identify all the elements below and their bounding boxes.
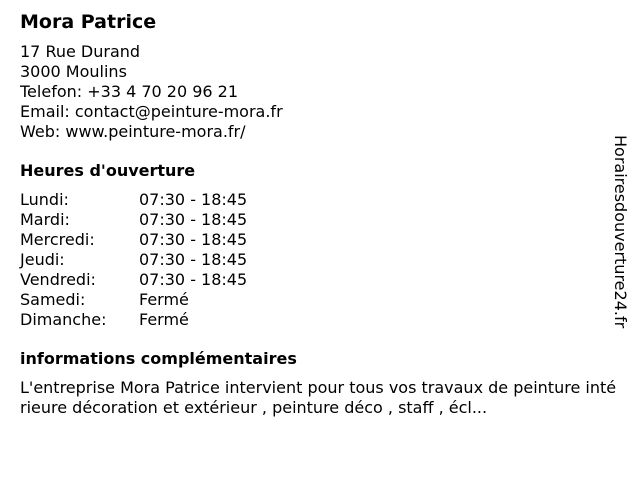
day-label: Samedi: [20,290,86,309]
day-label: Mercredi: [20,230,95,249]
email-address[interactable]: Email: contact@peinture-mora.fr [20,102,283,121]
side-brand-text: Horairesdouverture24.fr [611,135,630,329]
hours-row-samedi [20,290,610,310]
hours-row-dimanche [20,310,610,330]
business-name: Mora Patrice [20,11,157,33]
day-label: Lundi: [20,190,69,209]
day-label: Vendredi: [20,270,96,289]
day-hours: 07:30 - 18:45 [139,190,248,209]
hours-row-mercredi [20,230,610,250]
day-label: Jeudi: [20,250,65,269]
hours-row-jeudi [20,250,610,270]
day-hours: 07:30 - 18:45 [139,270,248,289]
day-hours: Fermé [139,310,189,329]
hours-row-vendredi [20,270,610,290]
day-hours: Fermé [139,290,189,309]
hours-row-mardi [20,210,610,230]
day-hours: 07:30 - 18:45 [139,210,248,229]
hours-heading: Heures d'ouverture [20,161,196,180]
contact-block [20,42,610,142]
side-brand [609,135,633,345]
hours-row-lundi [20,190,610,210]
street-address: 17 Rue Durand [20,42,141,61]
info-heading: informations complémentaires [20,349,297,368]
hours-table [20,190,610,330]
day-hours: 07:30 - 18:45 [139,230,248,249]
business-card [20,10,617,418]
city-address: 3000 Moulins [20,62,127,81]
phone-number[interactable]: Telefon: +33 4 70 20 96 21 [20,82,239,101]
day-label: Mardi: [20,210,70,229]
day-hours: 07:30 - 18:45 [139,250,248,269]
day-label: Dimanche: [20,310,107,329]
info-description: L'entreprise Mora Patrice intervient pour tous vos travaux de peinture intérieure décoration et extérieur , peinture déco , staff , écl... [20,378,617,417]
website-url[interactable]: Web: www.peinture-mora.fr/ [20,122,246,141]
